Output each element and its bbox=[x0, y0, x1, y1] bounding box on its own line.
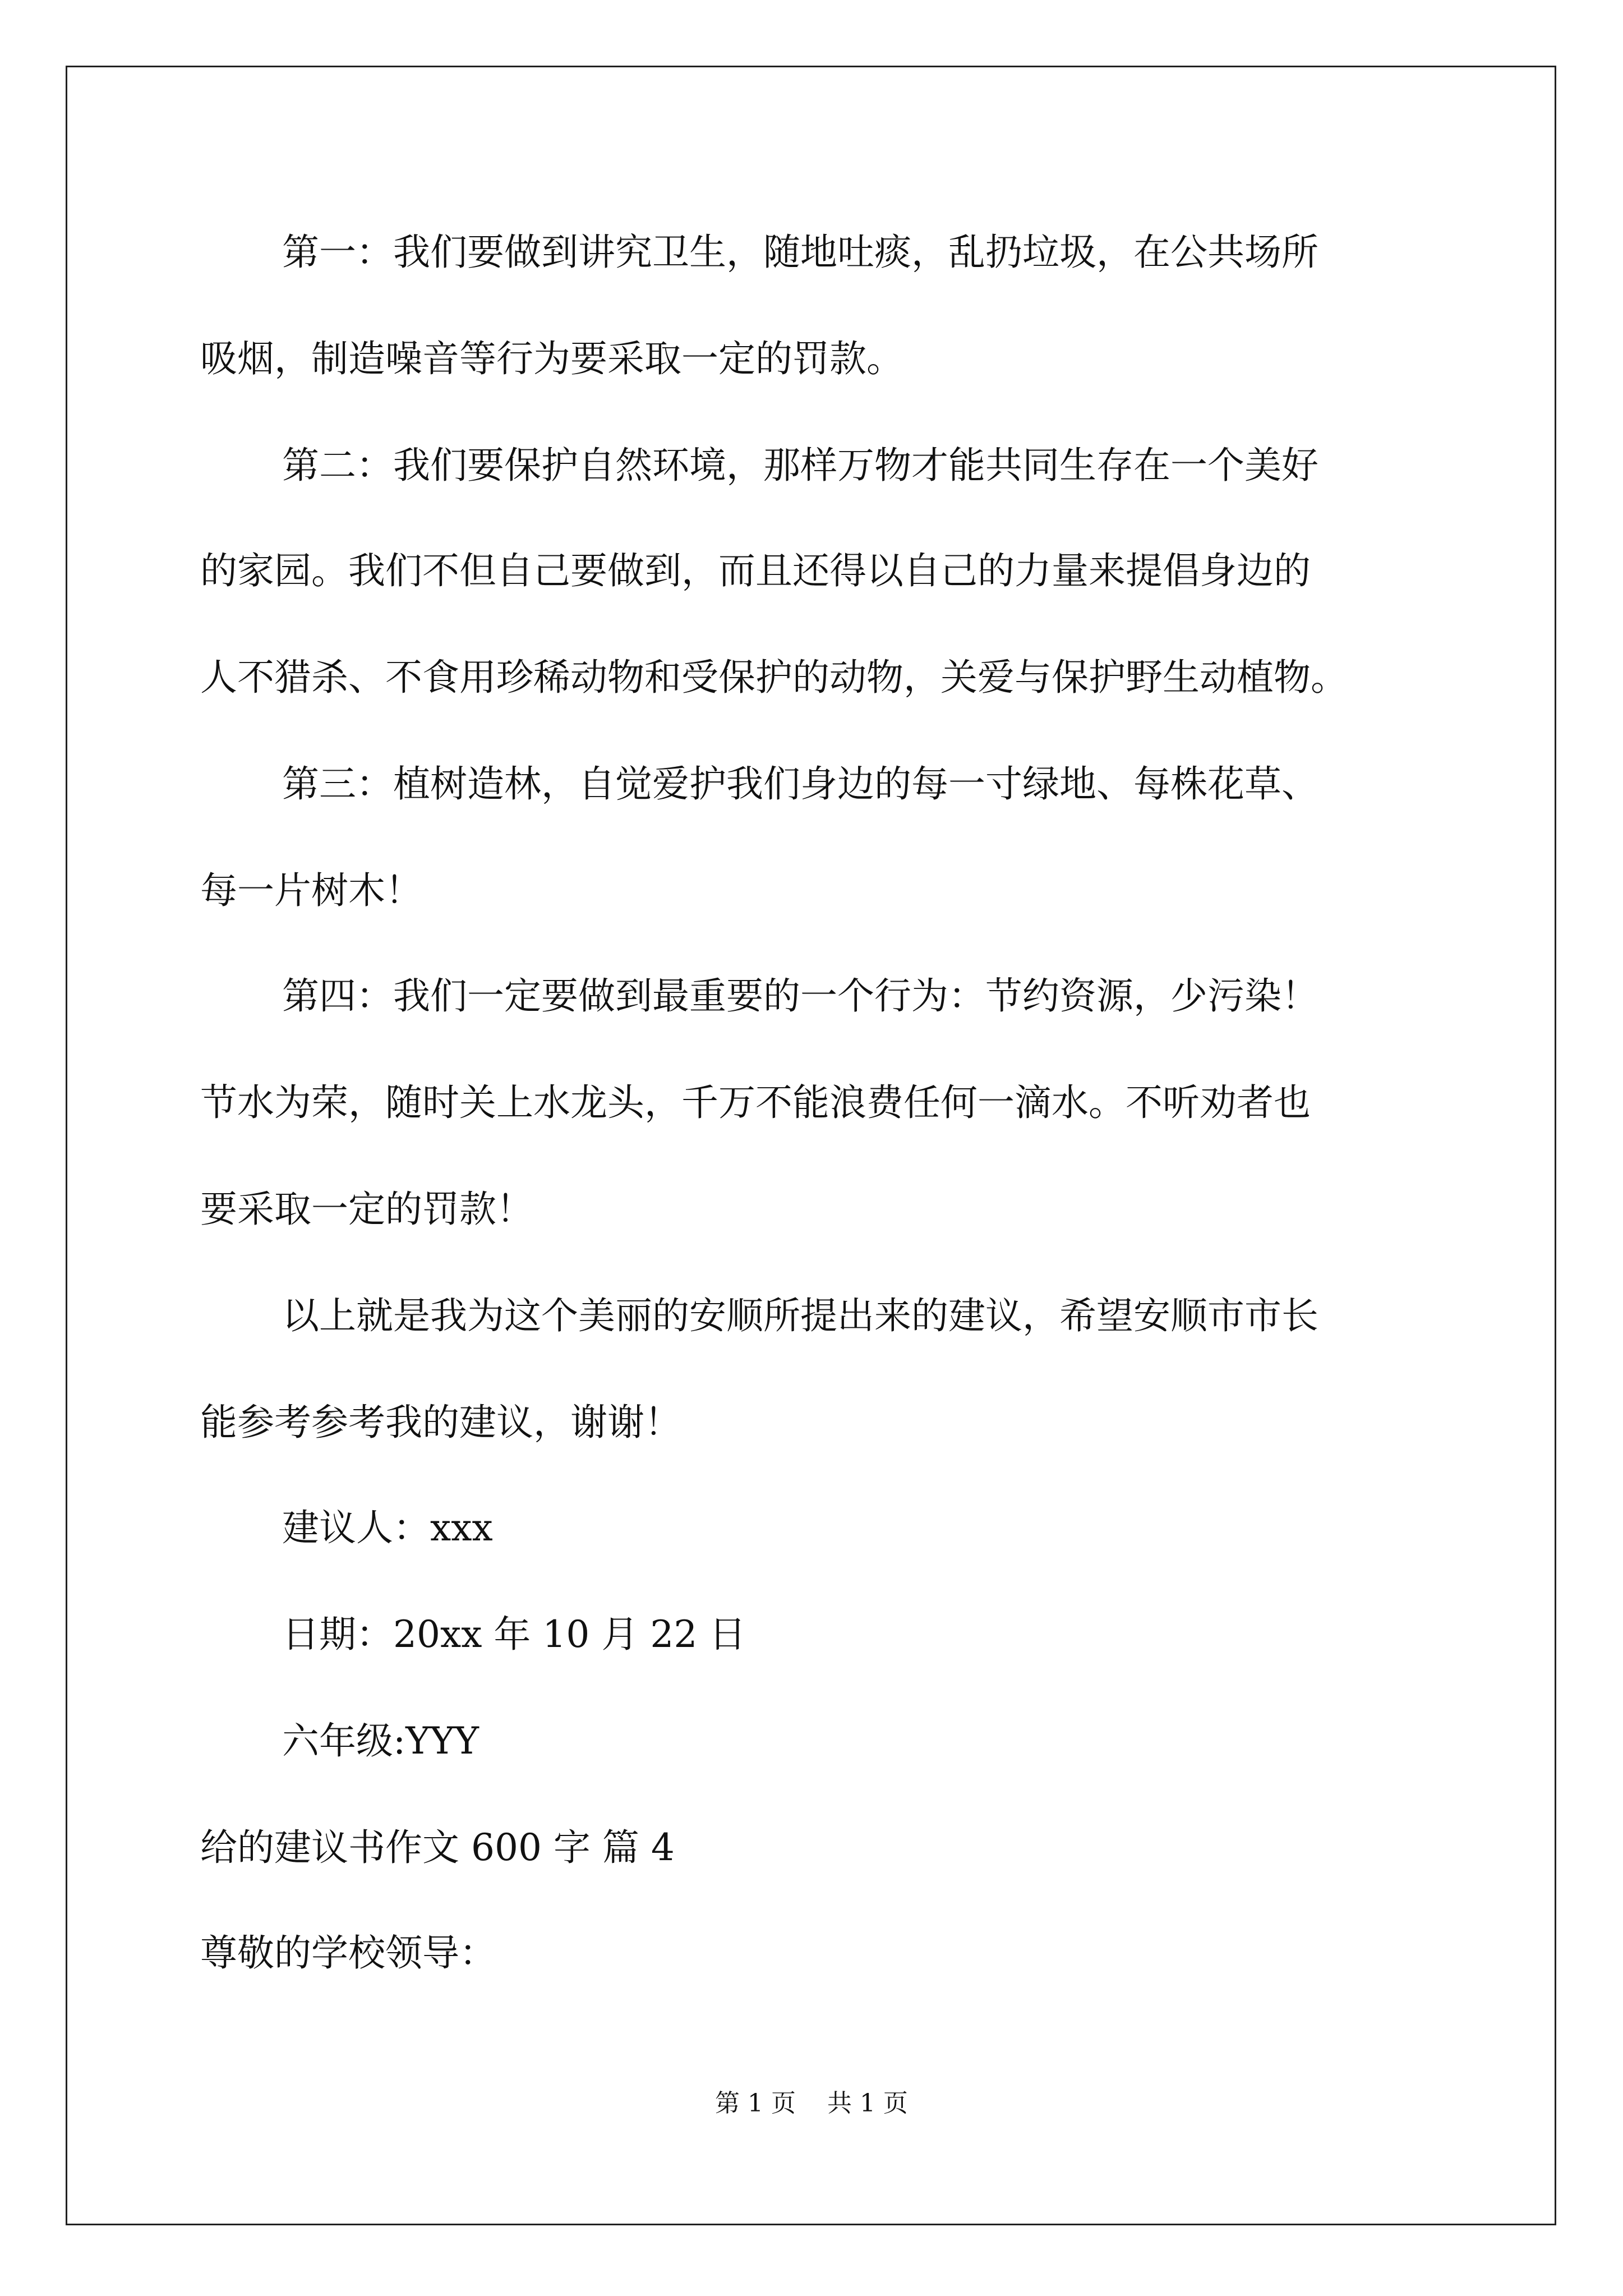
page-border bbox=[66, 66, 1556, 2225]
page-number-footer: 第 1 页 共 1 页 bbox=[715, 2089, 908, 2118]
paragraph-5-line-1: 以上就是我为这个美丽的安顺所提出来的建议，希望安顺市市长 bbox=[282, 1294, 1318, 1337]
paragraph-4-line-3: 要采取一定的罚款！ bbox=[200, 1188, 533, 1231]
paragraph-4-line-1: 第四：我们一定要做到最重要的一个行为：节约资源，少污染！ bbox=[282, 974, 1318, 1018]
paragraph-1-line-2: 吸烟，制造噪音等行为要采取一定的罚款。 bbox=[200, 337, 903, 380]
paragraph-2-line-2: 的家园。我们不但自己要做到，而且还得以自己的力量来提倡身边的 bbox=[200, 549, 1311, 592]
salutation-line: 尊敬的学校领导： bbox=[200, 1931, 496, 1975]
date-line: 日期：20xx 年 10 月 22 日 bbox=[282, 1613, 746, 1656]
paragraph-5-line-2: 能参考参考我的建议，谢谢！ bbox=[200, 1401, 681, 1444]
section-heading: 给的建议书作文 600 字 篇 4 bbox=[200, 1826, 675, 1869]
grade-line: 六年级:YYY bbox=[282, 1719, 479, 1763]
proposer-line: 建议人：xxx bbox=[282, 1506, 493, 1549]
paragraph-2-line-3: 人不猎杀、不食用珍稀动物和受保护的动物，关爱与保护野生动植物。 bbox=[200, 656, 1348, 699]
paragraph-1-line-1: 第一：我们要做到讲究卫生，随地吐痰，乱扔垃圾，在公共场所 bbox=[282, 231, 1318, 274]
paragraph-2-line-1: 第二：我们要保护自然环境，那样万物才能共同生存在一个美好 bbox=[282, 444, 1318, 487]
paragraph-4-line-2: 节水为荣，随时关上水龙头，千万不能浪费任何一滴水。不听劝者也 bbox=[200, 1081, 1311, 1124]
paragraph-3-line-1: 第三：植树造林，自觉爱护我们身边的每一寸绿地、每株花草、 bbox=[282, 762, 1318, 806]
paragraph-3-line-2: 每一片树木！ bbox=[200, 869, 422, 912]
